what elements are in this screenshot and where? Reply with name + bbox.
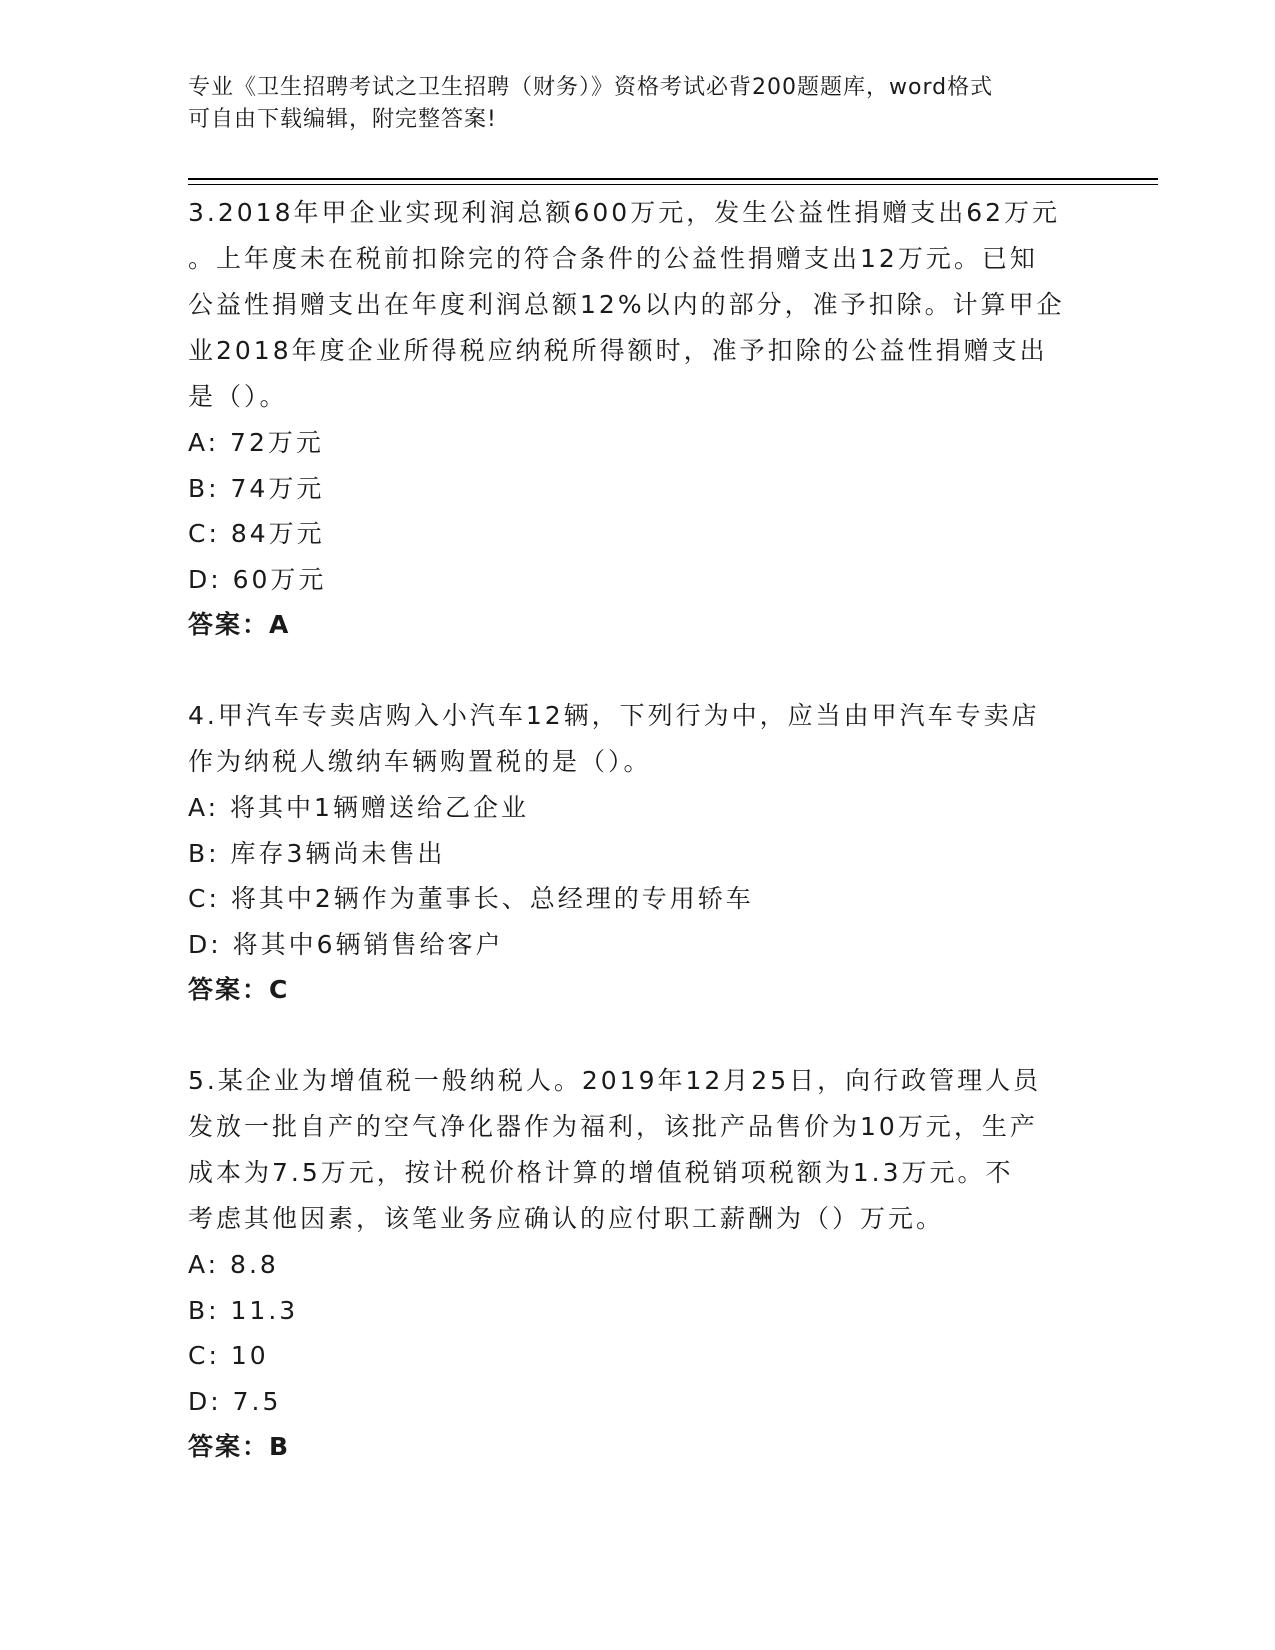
question-5-option-d: D: 7.5 bbox=[188, 1386, 282, 1416]
question-4-option-a: A: 将其中1辆赠送给乙企业 bbox=[188, 793, 529, 822]
question-5-line-2: 发放一批自产的空气净化器作为福利，该批产品售价为10万元，生产 bbox=[188, 1112, 1038, 1141]
question-5 bbox=[188, 1058, 1088, 1470]
question-3-line-4: 业2018年度企业所得税应纳税所得额时，准予扣除的公益性捐赠支出 bbox=[188, 336, 1048, 365]
question-4-answer: 答案：C bbox=[188, 975, 290, 1004]
header-divider-thick bbox=[188, 178, 1158, 180]
question-3-option-b: B: 74万元 bbox=[188, 473, 325, 503]
question-3-option-c: C: 84万元 bbox=[188, 519, 325, 548]
question-3-line-1: 3.2018年甲企业实现利润总额600万元，发生公益性捐赠支出62万元 bbox=[188, 198, 1061, 227]
question-4 bbox=[188, 693, 1088, 1013]
question-5-line-3: 成本为7.5万元，按计税价格计算的增值税销项税额为1.3万元。不 bbox=[188, 1158, 1014, 1187]
question-3-line-2: 。上年度未在税前扣除完的符合条件的公益性捐赠支出12万元。已知 bbox=[188, 244, 1038, 273]
question-3-option-a: A: 72万元 bbox=[188, 428, 324, 457]
question-4-option-d: D: 将其中6辆销售给客户 bbox=[188, 929, 504, 959]
question-5-line-4: 考虑其他因素，该笔业务应确认的应付职工薪酬为（）万元。 bbox=[188, 1204, 945, 1233]
question-5-answer: 答案：B bbox=[188, 1432, 291, 1461]
question-4-line-1: 4.甲汽车专卖店购入小汽车12辆，下列行为中，应当由甲汽车专卖店 bbox=[188, 701, 1040, 730]
question-3-answer: 答案：A bbox=[188, 610, 291, 639]
question-4-line-2: 作为纳税人缴纳车辆购置税的是（）。 bbox=[188, 747, 652, 776]
question-5-option-b: B: 11.3 bbox=[188, 1295, 299, 1325]
question-5-option-c: C: 10 bbox=[188, 1341, 269, 1370]
question-3 bbox=[188, 190, 1088, 648]
header-line-2: 可自由下载编辑，附完整答案! bbox=[188, 107, 497, 132]
question-3-line-5: 是（）。 bbox=[188, 382, 288, 411]
question-list bbox=[188, 190, 1088, 1515]
header-divider-thin bbox=[188, 184, 1158, 185]
question-5-line-1: 5.某企业为增值税一般纳税人。2019年12月25日，向行政管理人员 bbox=[188, 1066, 1042, 1095]
question-3-option-d: D: 60万元 bbox=[188, 564, 327, 594]
header-line-1: 专业《卫生招聘考试之卫生招聘（财务）》资格考试必背200题题库，word格式 bbox=[188, 75, 994, 100]
document-header bbox=[188, 72, 1068, 136]
question-3-line-3: 公益性捐赠支出在年度利润总额12%以内的部分，准予扣除。计算甲企 bbox=[188, 290, 1065, 319]
question-4-option-c: C: 将其中2辆作为董事长、总经理的专用轿车 bbox=[188, 884, 754, 913]
question-4-option-b: B: 库存3辆尚未售出 bbox=[188, 838, 446, 868]
question-5-option-a: A: 8.8 bbox=[188, 1250, 279, 1279]
